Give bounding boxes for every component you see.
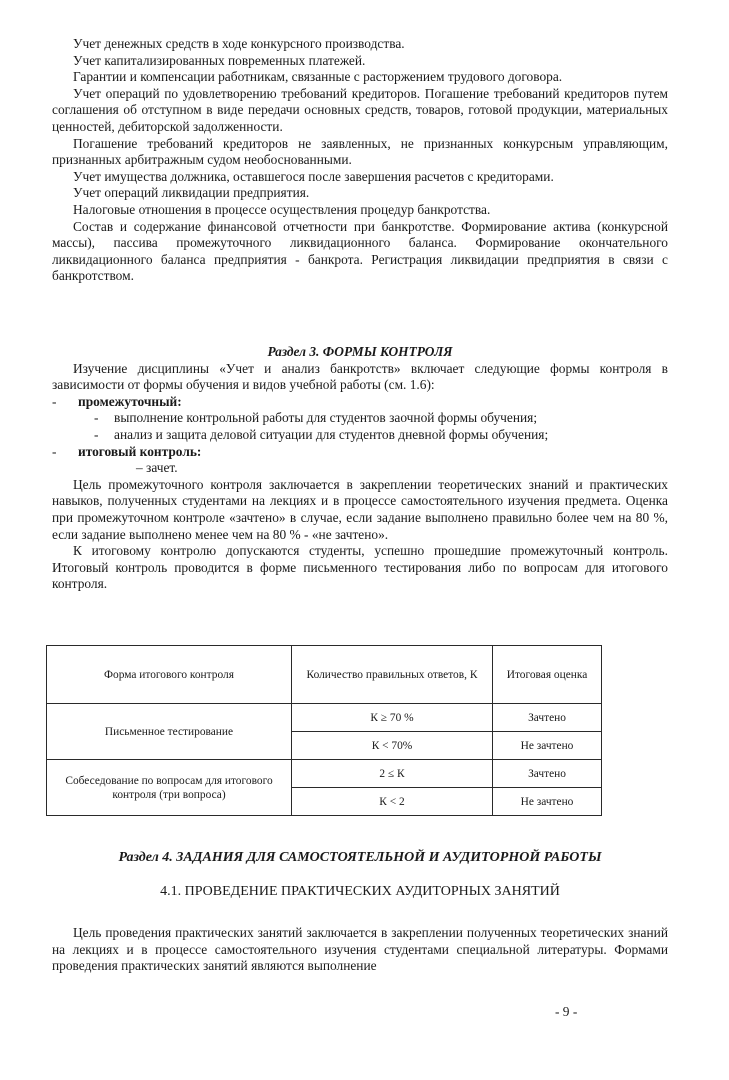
section3-block: [52, 344, 668, 593]
table-cell-count: К < 70%: [292, 732, 493, 760]
list-item: Учет операций ликвидации предприятия.: [73, 185, 310, 201]
list-item: Учет операций по удовлетворению требований кредиторов. Погашение требований кредиторов путем соглашения об отступном в виде передачи основных средств, товаров, готовой продукции, материальных ценностей, дебиторской задолженности.: [52, 85, 668, 134]
table-cell-form: Письменное тестирование: [47, 704, 292, 760]
table-header-cell: Количество правильных ответов, К: [292, 646, 493, 704]
list-item: Налоговые отношения в процессе осуществления процедур банкротства.: [73, 201, 491, 217]
table-cell-count: 2 ≤ К: [292, 760, 493, 788]
final-control-table: [46, 645, 602, 816]
page-number: - 9 -: [555, 1004, 578, 1019]
interim-label: промежуточный:: [78, 393, 182, 409]
list-item: Учет капитализированных повременных платежей.: [73, 52, 366, 68]
table-cell-grade: Зачтено: [493, 760, 602, 788]
section4-sub-block: [52, 884, 668, 901]
table-cell-grade: Не зачтено: [493, 788, 602, 816]
table-header-row: [47, 646, 602, 704]
table-cell-count: К ≥ 70 %: [292, 704, 493, 732]
table-row: [47, 704, 602, 732]
table-header-cell: Итоговая оценка: [493, 646, 602, 704]
final-heading: [52, 444, 668, 461]
list-item: Погашение требований кредиторов не заявленных, не признанных конкурсным управляющим, признанных арбитражным судом необоснованными.: [52, 135, 668, 168]
dash-marker: -: [94, 410, 99, 426]
section4-title: Раздел 4. ЗАДАНИЯ ДЛЯ САМОСТОЯТЕЛЬНОЙ И АУДИТОРНОЙ РАБОТЫ: [118, 850, 602, 865]
top-text-block: [52, 36, 668, 285]
table-cell-count: К < 2: [292, 788, 493, 816]
section4-block: [52, 850, 668, 867]
interim-item: анализ и защита деловой ситуации для студентов дневной формы обучения;: [114, 426, 549, 442]
dash-marker: -: [52, 443, 57, 459]
final-label: итоговый контроль:: [78, 443, 202, 459]
section3-title: Раздел 3. ФОРМЫ КОНТРОЛЯ: [267, 344, 453, 359]
dash-marker: -: [52, 393, 57, 409]
table-cell-grade: Зачтено: [493, 704, 602, 732]
interim-heading: [52, 394, 668, 411]
table-header-cell: Форма итогового контроля: [47, 646, 292, 704]
section4-para-block: [52, 925, 668, 975]
list-item: Учет имущества должника, оставшегося после завершения расчетов с кредиторами.: [73, 168, 554, 184]
list-item: [52, 427, 668, 444]
section4-para: Цель проведения практических занятий заключается в закреплении полученных теоретических знаний на лекциях и в процессе самостоятельного изучения студентами специальной литературы. Формами проведения практических занятий являются выполнение: [52, 925, 668, 974]
table-cell-form: Собеседование по вопросам для итогового контроля (три вопроса): [47, 760, 292, 816]
section3-para2: К итоговому контролю допускаются студенты, успешно прошедшие промежуточный контроль. Итоговый контроль проводится в форме письменного тестирования либо по вопросам для итогового контроля.: [52, 543, 668, 592]
section3-intro: Изучение дисциплины «Учет и анализ банкротств» включает следующие формы контроля в зависимости от формы обучения и видов учебной работы (см. 1.6):: [52, 360, 668, 393]
final-item: – зачет.: [136, 460, 178, 476]
interim-item: выполнение контрольной работы для студентов заочной формы обучения;: [114, 410, 538, 426]
table-cell-grade: Не зачтено: [493, 732, 602, 760]
section3-para1: Цель промежуточного контроля заключается в закреплении теоретических знаний и практических навыков, полученных студентами на лекциях и в процессе самостоятельного изучения предмета. Оценка при промежуточном контроле «зачтено» в случае, если задание выполнено правильно более чем на 80 %, если задание выполнено менее чем на 80 % - «не зачтено».: [52, 476, 668, 542]
dash-marker: -: [94, 426, 99, 442]
table-row: [47, 760, 602, 788]
list-item: Состав и содержание финансовой отчетности при банкротстве. Формирование актива (конкурсной массы), пассива промежуточного ликвидационного баланса. Формирование окончательного ликвидационного баланса предприятия - банкрота. Регистрация ликвидации предприятия в связи с банкротством.: [52, 218, 668, 284]
list-item: Учет денежных средств в ходе конкурсного производства.: [73, 36, 405, 51]
section4-subtitle: 4.1. ПРОВЕДЕНИЕ ПРАКТИЧЕСКИХ АУДИТОРНЫХ ЗАНЯТИЙ: [160, 884, 560, 899]
list-item: [52, 410, 668, 427]
list-item: Гарантии и компенсации работникам, связанные с расторжением трудового договора.: [73, 69, 563, 85]
